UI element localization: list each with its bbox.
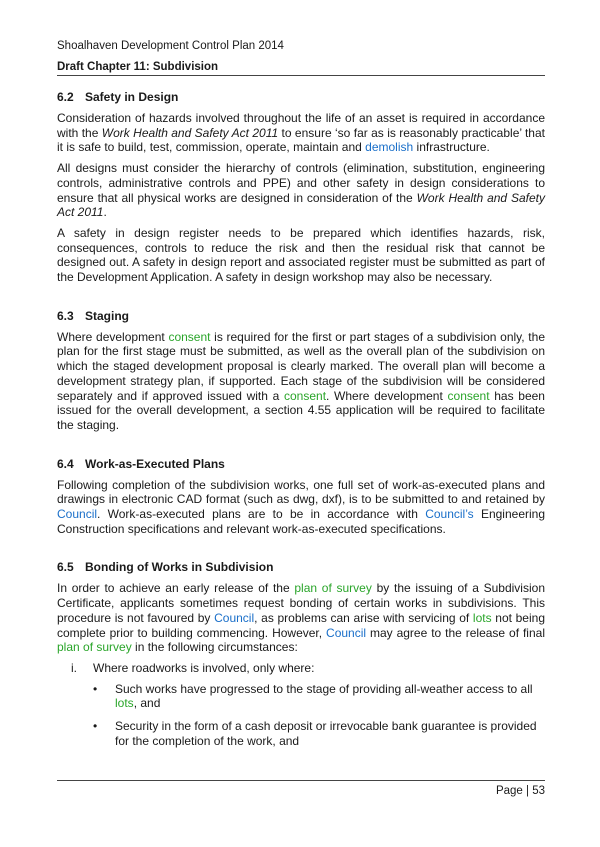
defined-term[interactable]: consent (168, 329, 211, 344)
section-title: Bonding of Works in Subdivision (85, 560, 274, 575)
bullet-item: • Security in the form of a cash deposit or irrevocable bank guarantee is provided for the completion of the work, and (93, 719, 545, 748)
section-number: 6.5 (57, 560, 74, 575)
section-6-2 (57, 90, 545, 285)
section-heading (57, 309, 545, 323)
header-divider (57, 75, 545, 76)
defined-term[interactable]: consent (447, 388, 490, 403)
page-number: Page | 53 (495, 785, 545, 797)
section-number: 6.3 (57, 308, 74, 323)
roman-numeral: i. (71, 660, 77, 675)
roman-list-item (71, 661, 545, 676)
paragraph: Where development consent is required for the first or part stages of a subdivision only, the plan for the first stage must be submitted, as well as the overall plan of the subdivision on which the staged development proposal is clearly marked. The overall plan will become a development strategy plan, if supported. Each stage of the subdivision will be considered separately and if approved issued with a consent. Where development consent has been issued for the overall development, a section 4.55 application will be required to facilitate the staging. (57, 329, 545, 432)
section-6-3 (57, 309, 545, 433)
bullet-item: • Such works have progressed to the stage of providing all-weather access to all lots, and (93, 682, 545, 711)
paragraph: Following completion of the subdivision works, one full set of work-as-executed plans and drawings in electronic CAD format (such as dwg, dxf), is to be submitted to and retained by Council. Work-as-executed plans are to be in accordance with Council’s Engineering Construction specifications and relevant work-as-executed specifications. (57, 477, 546, 536)
defined-term[interactable]: lots (115, 696, 134, 711)
paragraph: In order to achieve an early release of the plan of survey by the issuing of a Subdivision Certificate, applicants sometimes request bonding of certain works in subdivisions. This procedure is not favoured by Council, as problems can arise with servicing of lots not being complete prior to building commencing. However, Council may agree to the release of final plan of survey in the following circumstances: (57, 581, 545, 655)
document-title: Shoalhaven Development Control Plan 2014 (57, 40, 284, 52)
section-heading (57, 560, 545, 574)
section-6-4 (57, 457, 545, 537)
section-number: 6.4 (57, 456, 74, 471)
paragraph: A safety in design register needs to be prepared which identifies hazards, risk, consequences, controls to reduce the risk and then the residual risk that cannot be designed out. A safety in design report and associated register must be submitted as part of the Development Application. A safety in design workshop may also be necessary. (57, 225, 545, 285)
defined-term[interactable]: plan of survey (57, 640, 132, 655)
defined-term[interactable]: lots (472, 610, 492, 625)
roman-item-text: Where roadworks is involved, only where: (93, 660, 315, 675)
section-title: Safety in Design (85, 90, 179, 104)
term-link[interactable]: Council (214, 610, 255, 625)
section-title: Staging (85, 308, 129, 323)
defined-term[interactable]: plan of survey (294, 581, 372, 596)
bullet-list (57, 682, 545, 749)
term-link[interactable]: Council (57, 507, 98, 522)
term-link[interactable]: demolish (365, 140, 414, 155)
section-heading (57, 457, 545, 471)
term-link[interactable]: Council’s (425, 507, 474, 522)
paragraph: Consideration of hazards involved throughout the life of an asset is required in accordance with the Work Health and Safety Act 2011 to ensure ‘so far as is reasonably practicable’ that it is safe to build, test, commission, operate, maintain and demolish infrastructure. (57, 111, 545, 155)
page-content (57, 90, 545, 773)
bullet-icon (93, 682, 115, 711)
chapter-title: Draft Chapter 11: Subdivision (57, 61, 219, 73)
footer-divider (57, 780, 545, 781)
term-link[interactable]: Council (326, 625, 367, 640)
section-title: Work-as-Executed Plans (85, 456, 225, 471)
paragraph: All designs must consider the hierarchy of controls (elimination, substitution, engineering controls, administrative controls and PPE) and other safety in design considerations to ensure that all physical works are designed in consideration of the Work Health and Safety Act 2011. (57, 161, 545, 220)
section-number: 6.2 (57, 90, 74, 104)
defined-term[interactable]: consent (284, 388, 327, 403)
page-header (57, 38, 545, 75)
section-heading (57, 90, 545, 104)
section-6-5 (57, 560, 545, 748)
bullet-icon (93, 719, 115, 748)
